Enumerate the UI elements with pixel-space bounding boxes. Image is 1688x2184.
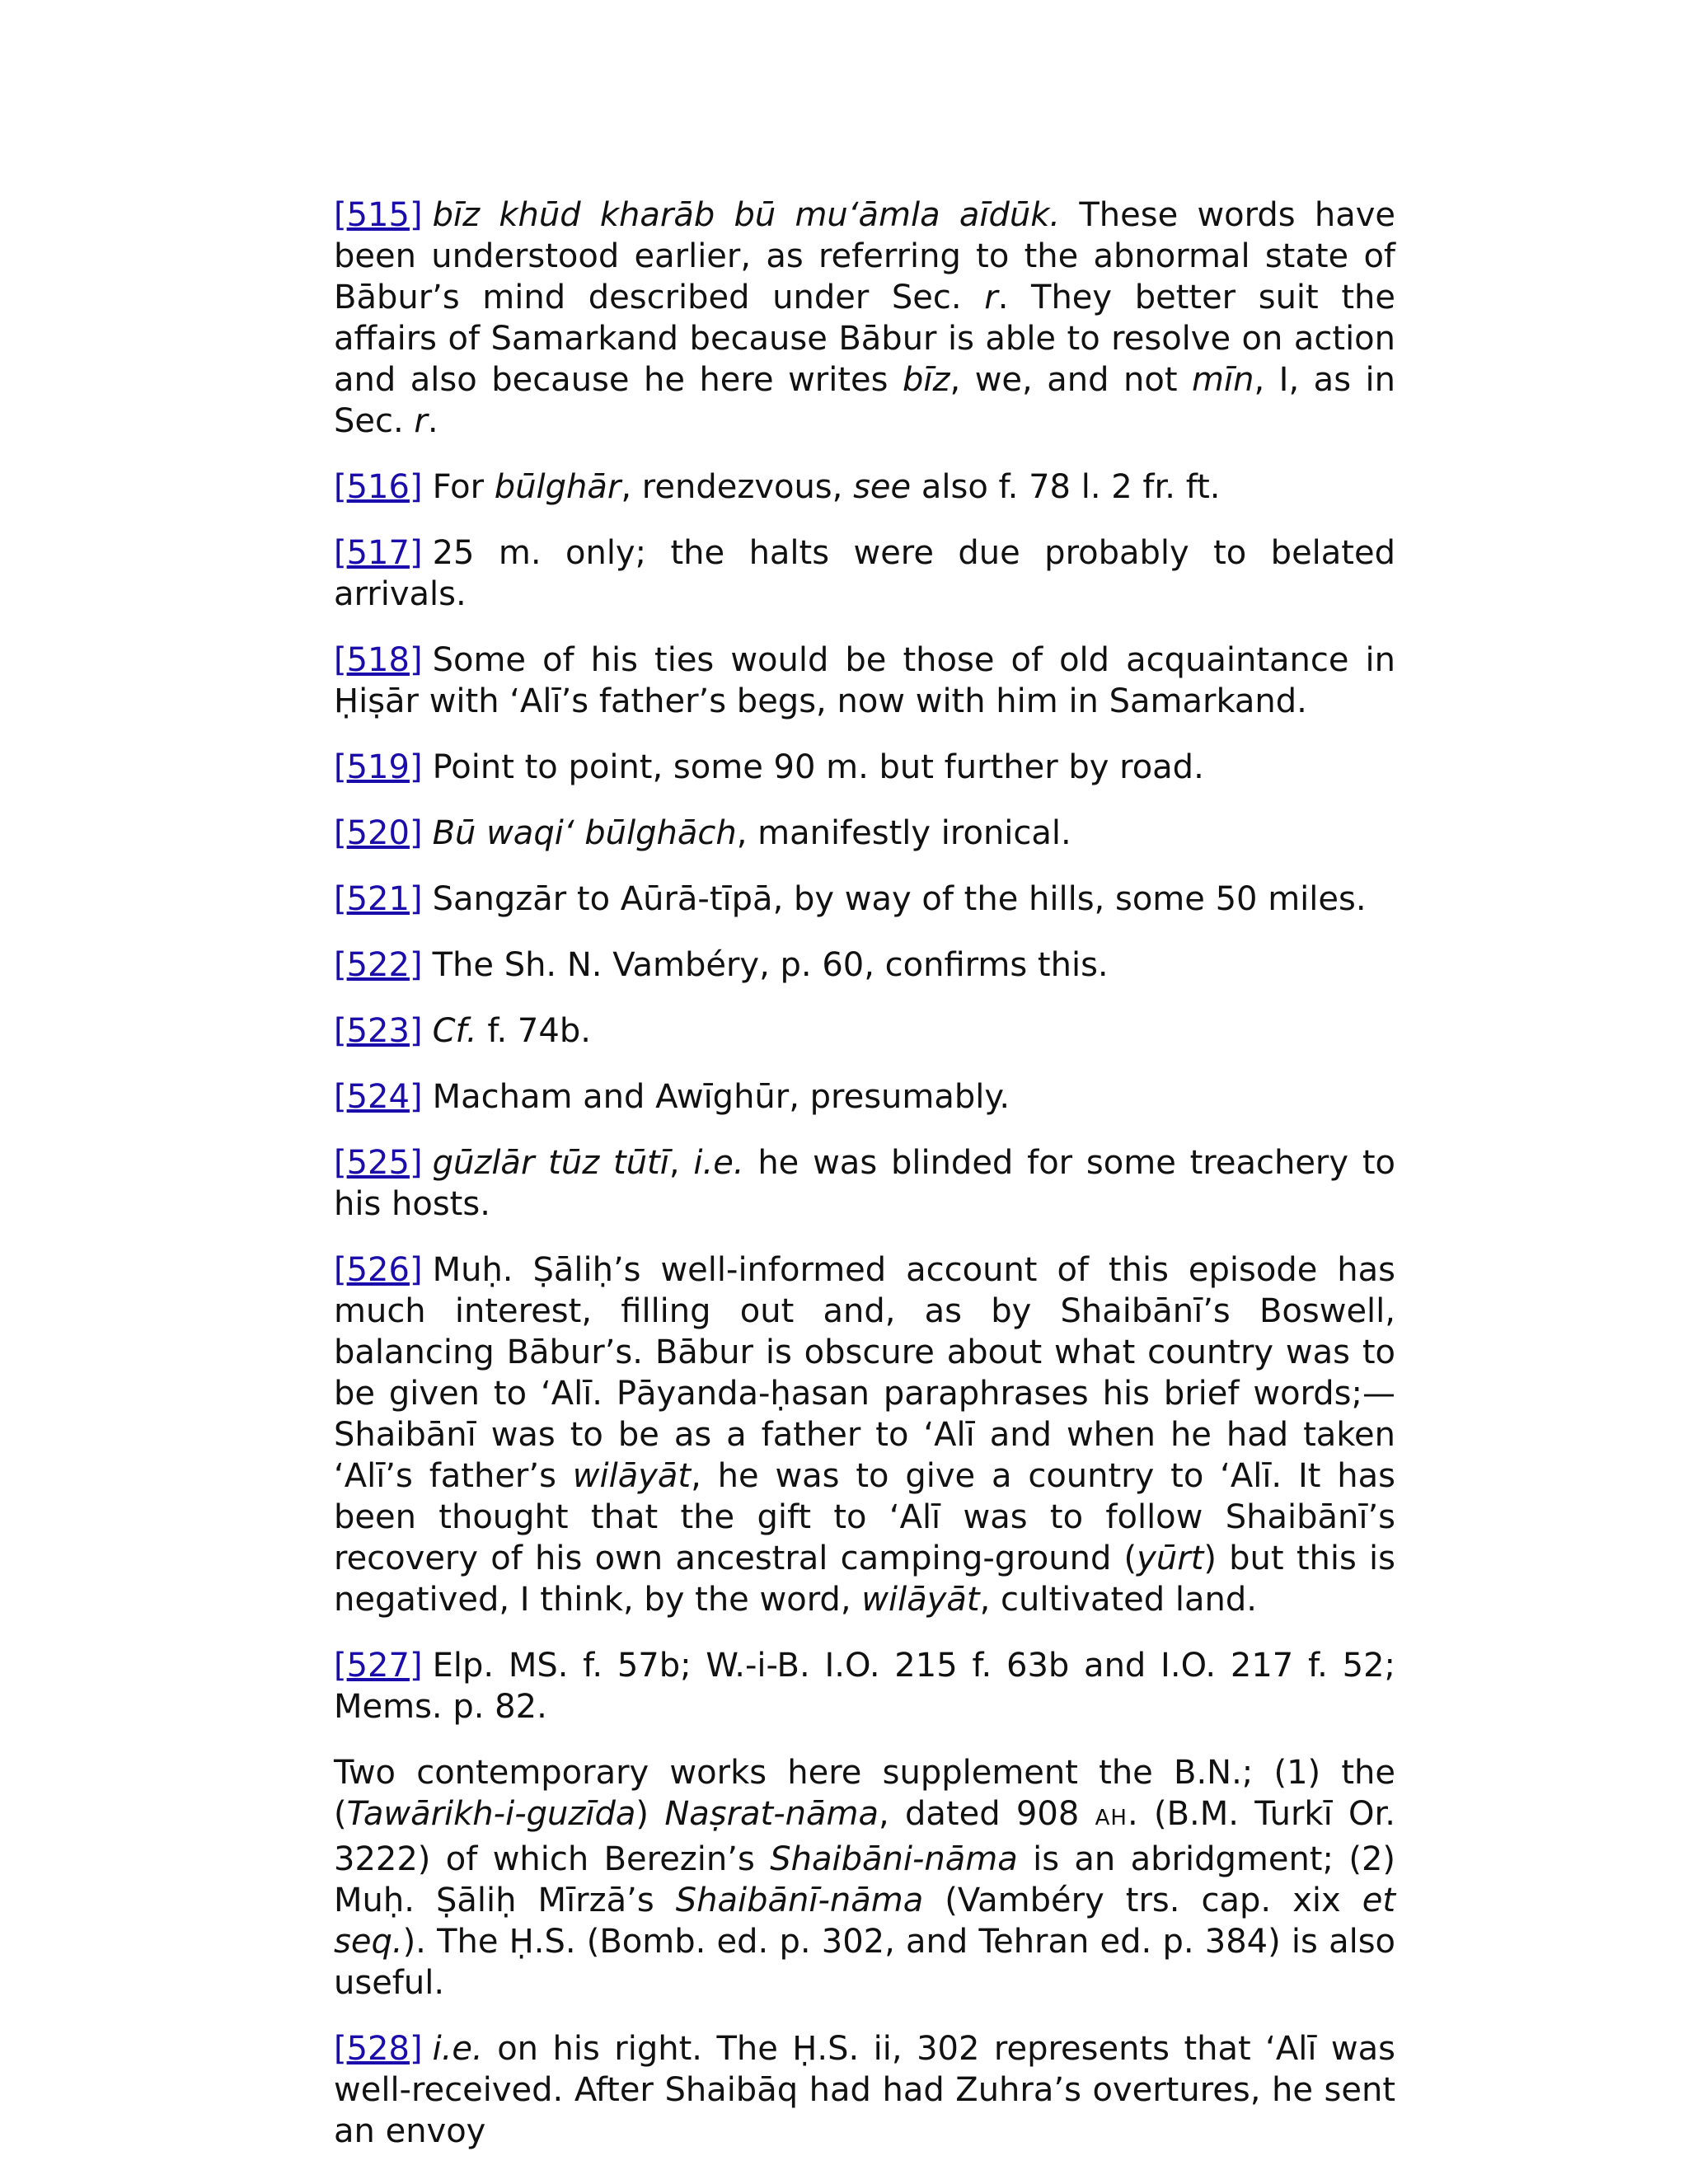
footnote-ref-517[interactable]: [ 517 ] xyxy=(334,534,423,572)
footnote-text: ). The Ḥ.S. (Bomb. ed. p. 302, and Tehran ed. p. 384) is also useful. xyxy=(334,1923,1395,2002)
footnote-text: , rendezvous, xyxy=(621,468,854,506)
footnote-italic: būlghār xyxy=(494,468,621,506)
footnote-italic: r xyxy=(984,279,998,316)
footnote-text: Elp. MS. f. 57b; W.-i-B. I.O. 215 f. 63b and I.O. 217 f. 52; Mems. p. 82. xyxy=(334,1647,1395,1726)
footnote-517 xyxy=(334,532,1395,615)
footnote-text: he was blinded for some treachery to his hosts. xyxy=(334,1144,1395,1223)
footnote-516 xyxy=(334,466,1395,508)
footnote-italic: bīz xyxy=(903,361,950,399)
footnote-text: Point to point, some 90 m. but further by road. xyxy=(432,748,1204,786)
footnote-526 xyxy=(334,1249,1395,1620)
footnote-text: also f. 78 l. 2 fr. ft. xyxy=(911,468,1221,506)
footnote-text: , cultivated land. xyxy=(979,1581,1257,1619)
footnote-523 xyxy=(334,1010,1395,1052)
footnote-text: , he was to give a country to ‘Alī. It has been thought that the gift to ‘Alī was to follow Shaibānī’s recovery of his own ancestral camping-ground ( xyxy=(334,1457,1396,1577)
footnote-ref-519[interactable]: [ 519 ] xyxy=(334,748,423,786)
footnote-italic: Naṣrat-nāma xyxy=(664,1795,879,1833)
footnote-527 xyxy=(334,1645,1395,1727)
footnote-521 xyxy=(334,879,1395,920)
footnote-ref-518[interactable]: [ 518 ] xyxy=(334,641,423,679)
footnote-italic: r xyxy=(414,402,428,440)
footnote-italic: gūzlār tūz tūtī xyxy=(432,1144,669,1182)
footnote-italic: wilāyāt xyxy=(572,1457,692,1495)
footnote-italic: i.e. xyxy=(432,2030,483,2068)
footnote-text: These words have been understood earlier, as referring to the abnormal state of Bābur’s mind described under Sec. xyxy=(334,196,1395,316)
footnote-ref-528[interactable]: [ 528 ] xyxy=(334,2030,423,2068)
footnote-515 xyxy=(334,194,1395,442)
footnote-ref-522[interactable]: [ 522 ] xyxy=(334,946,423,984)
footnote-524 xyxy=(334,1076,1395,1118)
footnote-text: , dated 908 xyxy=(879,1795,1095,1833)
footnotes-page xyxy=(334,194,1395,2152)
footnote-text: . They better suit the affairs of Samarkand because Bābur is able to resolve on action and also because he here writes xyxy=(334,279,1395,399)
footnote-italic: bīz khūd kharāb bū mu‘āmla aīdūk. xyxy=(432,196,1061,234)
footnote-text: The Sh. N. Vambéry, p. 60, confirms this. xyxy=(432,946,1109,984)
footnote-text: ) xyxy=(635,1795,665,1833)
footnote-text: Sangzār to Aūrā-tīpā, by way of the hills, some 50 miles. xyxy=(432,880,1367,918)
footnote-italic: yūrt xyxy=(1137,1540,1204,1577)
footnote-ref-527[interactable]: [ 527 ] xyxy=(334,1647,423,1685)
footnote-text: 25 m. only; the halts were due probably to belated arrivals. xyxy=(334,534,1395,613)
footnote-ref-521[interactable]: [ 521 ] xyxy=(334,880,423,918)
footnote-text: . xyxy=(427,402,438,440)
footnote-522 xyxy=(334,944,1395,986)
footnote-text: . (B.M. Turkī Or. 3222) of which Berezin’s xyxy=(334,1795,1395,1878)
footnote-italic: Cf. xyxy=(432,1012,477,1050)
footnote-text: Some of his ties would be those of old acquaintance in Ḥiṣār with ‘Alī’s father’s begs, now with him in Samarkand. xyxy=(334,641,1395,720)
footnote-italic: Bū waqi‘ būlghāch xyxy=(432,814,737,852)
footnote-ref-525[interactable]: [ 525 ] xyxy=(334,1144,423,1182)
footnote-text: Two contemporary works here supplement the B.N.; (1) the ( xyxy=(334,1754,1395,1833)
footnote-text: (Vambéry trs. cap. xix xyxy=(923,1882,1362,1919)
footnote-italic: see xyxy=(853,468,912,506)
footnote-text: , we, and not xyxy=(950,361,1193,399)
footnote-ref-516[interactable]: [ 516 ] xyxy=(334,468,423,506)
footnote-525 xyxy=(334,1142,1395,1225)
footnote-ref-523[interactable]: [ 523 ] xyxy=(334,1012,423,1050)
footnote-text: , xyxy=(668,1144,694,1182)
footnote-text: is an abridgment; (2) Muḥ. Ṣāliḥ Mīrzā’s xyxy=(334,1840,1395,1919)
footnote-text: , manifestly ironical. xyxy=(736,814,1071,852)
footnote-italic: et seq. xyxy=(334,1882,1396,1961)
footnote-518 xyxy=(334,640,1395,722)
footnote-text: For xyxy=(432,468,495,506)
footnote-ref-524[interactable]: [ 524 ] xyxy=(334,1078,423,1116)
footnote-text: ) but this is negatived, I think, by the word, xyxy=(334,1540,1395,1619)
footnote-text: f. 74b. xyxy=(476,1012,591,1050)
footnote-italic: Shaibāni-nāma xyxy=(770,1840,1018,1878)
footnote-text: , I, as in Sec. xyxy=(334,361,1395,440)
footnote-528 xyxy=(334,2028,1395,2152)
footnote-ref-520[interactable]: [ 520 ] xyxy=(334,814,423,852)
footnote-italic: Shaibānī-nāma xyxy=(675,1882,924,1919)
footnote-italic: mīn xyxy=(1192,361,1254,399)
footnote-italic: i.e. xyxy=(693,1144,744,1182)
footnote-519 xyxy=(334,747,1395,788)
footnote-ref-515[interactable]: [ 515 ] xyxy=(334,196,423,234)
footnote-520 xyxy=(334,813,1395,854)
footnote-paragraph xyxy=(334,1752,1395,2004)
footnote-italic: Tawārikh-i-guzīda xyxy=(346,1795,636,1833)
footnote-text: on his right. The Ḥ.S. ii, 302 represents that ‘Alī was well-received. After Shaibāq had had Zuhra’s overtures, he sent an envoy xyxy=(334,2030,1395,2150)
footnote-text: Macham and Awīghūr, presumably. xyxy=(432,1078,1010,1116)
footnote-ref-526[interactable]: [ 526 ] xyxy=(334,1251,423,1289)
footnote-text: Muḥ. Ṣāliḥ’s well-informed account of this episode has much interest, filling out and, as by Shaibānī’s Boswell, balancing Bābur’s. Bābur is obscure about what country was to be given to ‘Alī. Pāyanda-ḥasan paraphrases his brief words;—Shaibānī was to be as a father to ‘Alī and when he had taken ‘Alī’s father’s xyxy=(334,1251,1395,1495)
footnote-italic: wilāyāt xyxy=(861,1581,980,1619)
era-abbrev: AH xyxy=(1095,1806,1128,1830)
